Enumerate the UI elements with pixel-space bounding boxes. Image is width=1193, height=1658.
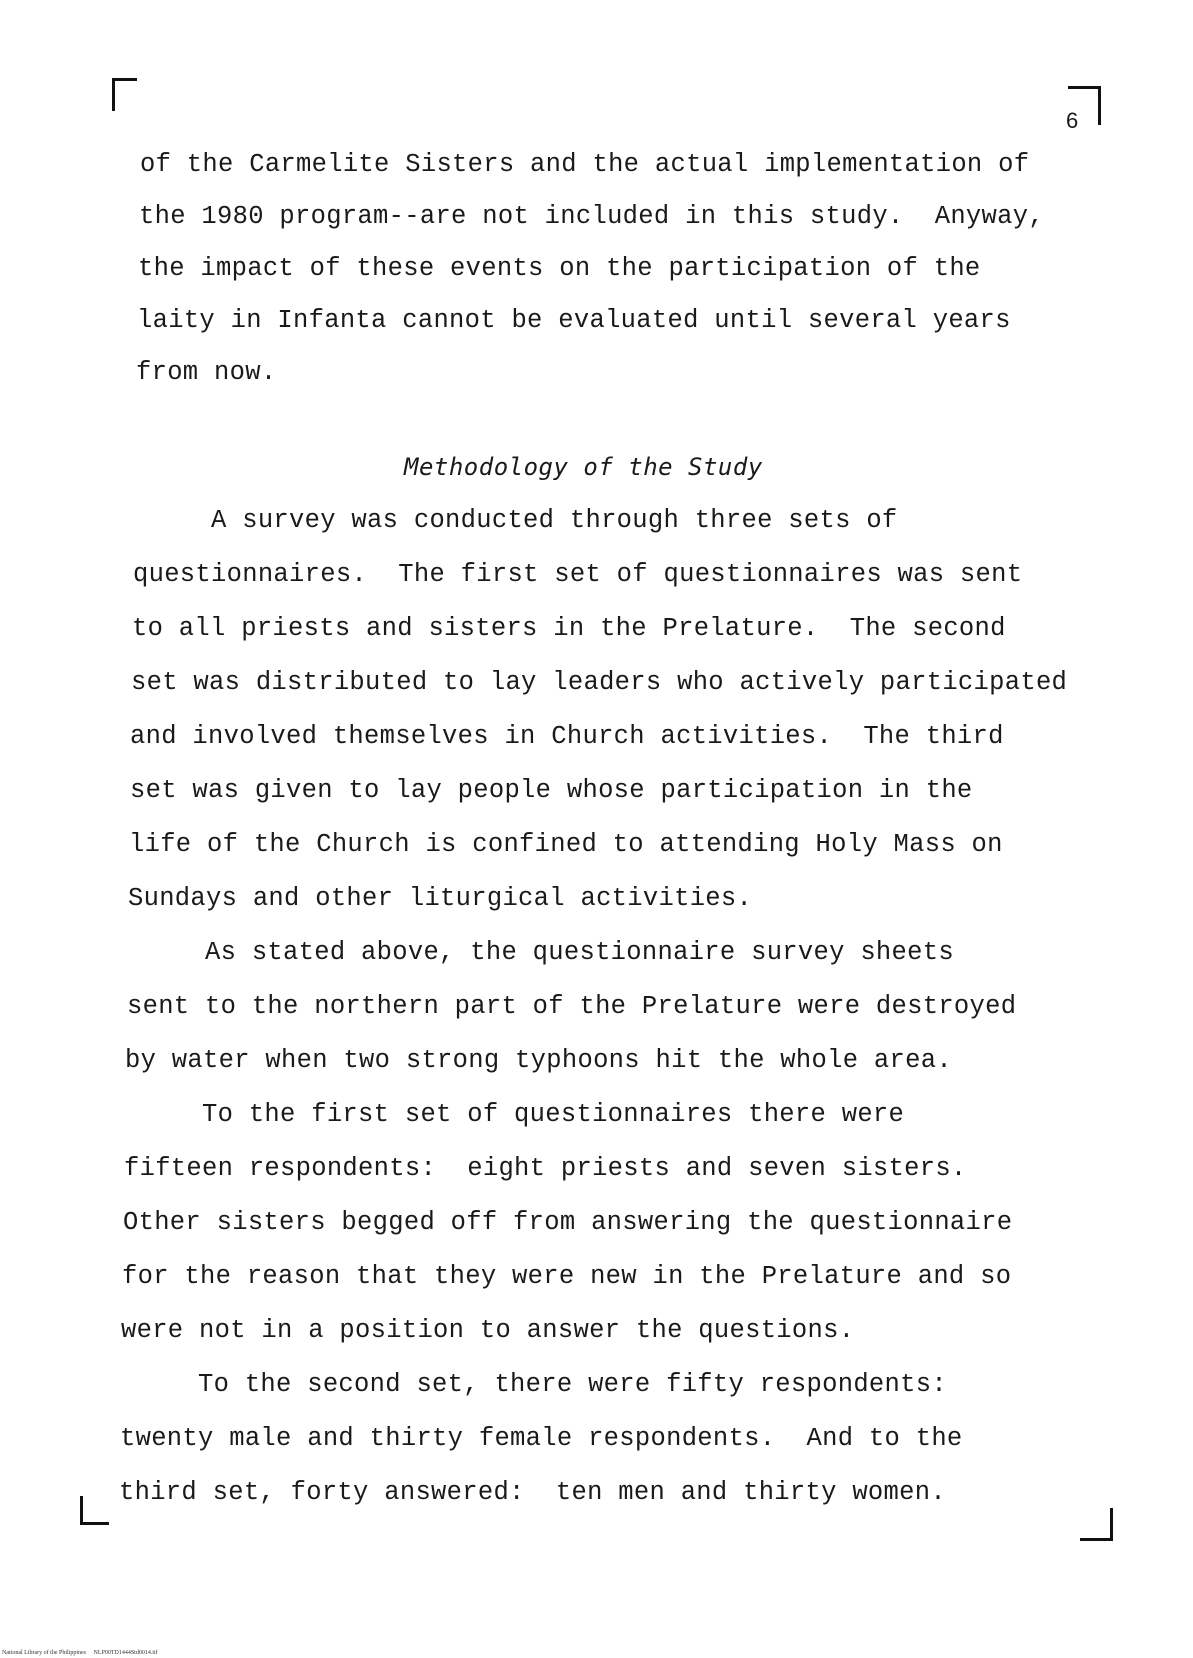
text-line: to all priests and sisters in the Prelature. The second: [132, 614, 1006, 643]
text-line: life of the Church is confined to attending Holy Mass on: [129, 830, 1003, 859]
text-line: of the Carmelite Sisters and the actual implementation of: [140, 150, 1030, 179]
text-line: fifteen respondents: eight priests and seven sisters.: [124, 1154, 967, 1183]
text-line: set was given to lay people whose participation in the: [130, 776, 973, 805]
text-line: were not in a position to answer the questions.: [121, 1316, 855, 1345]
crop-mark-bottom-left: [80, 1496, 109, 1525]
text-line: laity in Infanta cannot be evaluated until several years: [137, 306, 1011, 335]
text-line: twenty male and thirty female respondents. And to the: [120, 1424, 963, 1453]
text-line: questionnaires. The first set of questionnaires was sent: [133, 560, 1023, 589]
scan-footer: National Library of the Philippines NLP00TD1444Std0014.tif: [2, 1650, 158, 1656]
text-line: for the reason that they were new in the Prelature and so: [122, 1262, 1012, 1291]
text-line: A survey was conducted through three sets of: [133, 506, 898, 535]
text-line: Other sisters begged off from answering the questionnaire: [123, 1208, 1013, 1237]
text-line: Sundays and other liturgical activities.: [128, 884, 753, 913]
text-line: and involved themselves in Church activities. The third: [130, 722, 1004, 751]
text-line: To the second set, there were fifty respondents:: [120, 1370, 947, 1399]
text-line: sent to the northern part of the Prelature were destroyed: [127, 992, 1017, 1021]
text-line: from now.: [136, 358, 277, 387]
text-line: third set, forty answered: ten men and thirty women.: [119, 1478, 946, 1507]
crop-mark-bottom-right: [1080, 1508, 1113, 1541]
text-line: To the first set of questionnaires there were: [124, 1100, 905, 1129]
page-number: 6: [1066, 108, 1079, 133]
crop-mark-top-left: [112, 78, 137, 111]
text-line: As stated above, the questionnaire survey sheets: [127, 938, 954, 967]
section-heading: Methodology of the Study: [404, 453, 763, 481]
text-line: set was distributed to lay leaders who actively participated: [131, 668, 1068, 697]
text-line: the impact of these events on the participation of the: [138, 254, 981, 283]
text-line: by water when two strong typhoons hit the whole area.: [125, 1046, 952, 1075]
text-line: the 1980 program--are not included in this study. Anyway,: [139, 202, 1044, 231]
